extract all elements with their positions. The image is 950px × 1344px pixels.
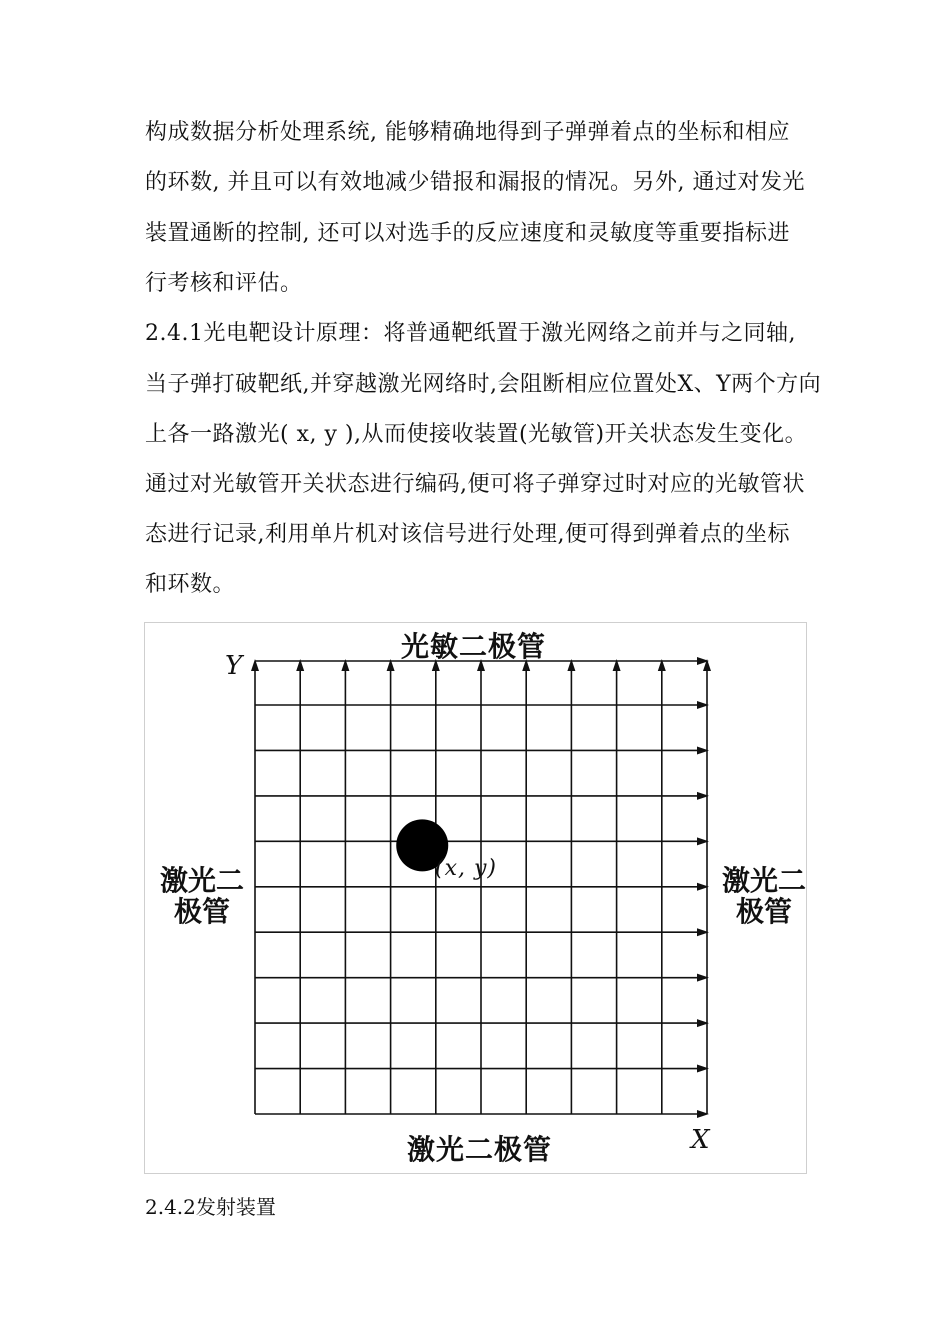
paragraph-line: 当子弹打破靶纸,并穿越激光网络时,会阻断相应位置处X、Y两个方向 bbox=[145, 372, 822, 397]
left-label-line: 极管 bbox=[173, 895, 230, 928]
right-label-line: 激光二 bbox=[722, 864, 807, 897]
right-label-line: 极管 bbox=[735, 895, 792, 928]
photoelectric-target-diagram bbox=[144, 622, 807, 1174]
paragraph-line: 行考核和评估。 bbox=[145, 271, 303, 296]
paragraph-line: 态进行记录,利用单片机对该信号进行处理,便可得到弹着点的坐标 bbox=[145, 522, 790, 547]
x-axis-label: X bbox=[691, 1125, 710, 1155]
paragraph-line: 上各一路激光( x, y ),从而使接收装置(光敏管)开关状态发生变化。 bbox=[145, 422, 808, 447]
paragraph-line: 装置通断的控制, 还可以对选手的反应速度和灵敏度等重要指标进 bbox=[145, 221, 790, 246]
hit-point-label: (x, y) bbox=[435, 856, 497, 881]
y-axis-label: Y bbox=[225, 651, 243, 681]
paragraph-line: 通过对光敏管开关状态进行编码,便可将子弹穿过时对应的光敏管状 bbox=[145, 472, 805, 497]
section-heading: 2.4.2发射装置 bbox=[145, 1195, 276, 1219]
paragraph-line: 2.4.1光电靶设计原理：将普通靶纸置于激光网络之前并与之同轴, bbox=[145, 321, 796, 346]
left-label-laser-diode bbox=[160, 865, 244, 927]
paragraph-line: 和环数。 bbox=[145, 572, 236, 597]
paragraph-line: 构成数据分析处理系统, 能够精确地得到子弹弹着点的坐标和相应 bbox=[145, 120, 790, 145]
top-label-photodiode: 光敏二极管 bbox=[401, 630, 547, 663]
bottom-label-laser-diode: 激光二极管 bbox=[407, 1133, 553, 1166]
left-label-line: 激光二 bbox=[160, 864, 245, 897]
paragraph-line: 的环数, 并且可以有效地减少错报和漏报的情况。另外, 通过对发光 bbox=[145, 170, 805, 195]
laser-grid bbox=[145, 623, 808, 1175]
right-label-laser-diode bbox=[722, 865, 806, 927]
